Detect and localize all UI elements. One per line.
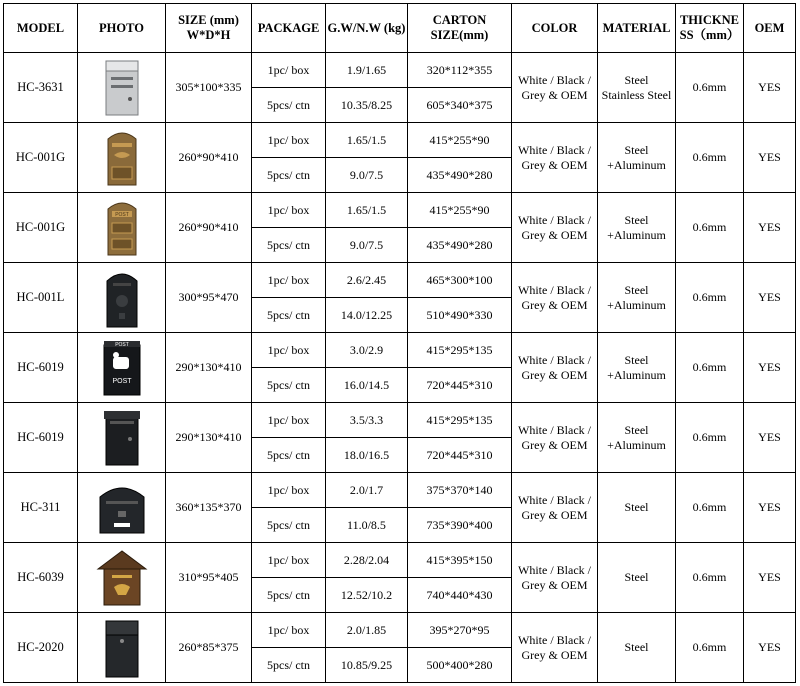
size-cell: 260*90*410 (166, 193, 252, 263)
thickness-cell: 0.6mm (676, 613, 744, 683)
model-cell: HC-001G (4, 123, 78, 193)
color-cell (512, 193, 598, 263)
model-cell: HC-001G (4, 193, 78, 263)
package-single-cell: 1pc/ box (252, 543, 326, 578)
header-size (166, 4, 252, 53)
header-row (4, 4, 796, 53)
brown-house-mailbox-photo (92, 545, 152, 611)
thickness-cell: 0.6mm (676, 193, 744, 263)
header-size-line1: SIZE (mm) (178, 13, 239, 27)
color-cell (512, 543, 598, 613)
thickness-cell: 0.6mm (676, 263, 744, 333)
product-spec-table (3, 3, 796, 683)
size-cell: 290*130*410 (166, 333, 252, 403)
header-carton-line2: SIZE(mm) (430, 28, 489, 42)
weight-carton-cell: 16.0/14.5 (326, 368, 408, 403)
color-cell (512, 403, 598, 473)
table-row (4, 403, 796, 438)
header-carton-line1: CARTON (432, 13, 487, 27)
weight-single-cell: 3.0/2.9 (326, 333, 408, 368)
table-row (4, 53, 796, 88)
size-cell: 305*100*335 (166, 53, 252, 123)
model-cell: HC-311 (4, 473, 78, 543)
table-row (4, 263, 796, 298)
color-line1: White / Black / (518, 142, 591, 157)
table-row (4, 543, 796, 578)
oem-cell: YES (744, 473, 796, 543)
color-cell (512, 613, 598, 683)
model-cell: HC-2020 (4, 613, 78, 683)
package-carton-cell: 5pcs/ ctn (252, 228, 326, 263)
package-carton-cell: 5pcs/ ctn (252, 508, 326, 543)
package-carton-cell: 5pcs/ ctn (252, 158, 326, 193)
black-plain-mailbox-icon (92, 405, 152, 471)
thickness-cell: 0.6mm (676, 333, 744, 403)
carton-master-cell: 720*445*310 (408, 368, 512, 403)
package-carton-cell: 5pcs/ ctn (252, 88, 326, 123)
material-cell (598, 53, 676, 123)
table-row (4, 333, 796, 368)
carton-single-cell: 415*255*90 (408, 123, 512, 158)
thickness-cell: 0.6mm (676, 123, 744, 193)
weight-carton-cell: 9.0/7.5 (326, 228, 408, 263)
weight-single-cell: 3.5/3.3 (326, 403, 408, 438)
photo-cell (78, 333, 166, 403)
package-carton-cell: 5pcs/ ctn (252, 578, 326, 613)
package-single-cell: 1pc/ box (252, 613, 326, 648)
material-line1: Steel (624, 72, 649, 87)
carton-master-cell: 605*340*375 (408, 88, 512, 123)
color-line1: White / Black / (518, 212, 591, 227)
color-line2: Grey & OEM (521, 87, 588, 102)
header-package: PACKAGE (252, 4, 326, 53)
color-line2: Grey & OEM (521, 647, 588, 662)
material-line1: Steel (624, 212, 649, 227)
oem-cell: YES (744, 333, 796, 403)
thickness-cell: 0.6mm (676, 53, 744, 123)
bronze-post-mailbox-icon (92, 195, 152, 261)
oem-cell: YES (744, 613, 796, 683)
header-carton (408, 4, 512, 53)
header-oem: OEM (744, 4, 796, 53)
photo-cell (78, 473, 166, 543)
color-cell (512, 123, 598, 193)
color-cell (512, 263, 598, 333)
weight-single-cell: 1.65/1.5 (326, 193, 408, 228)
svg-text:POST: POST (111, 377, 132, 385)
carton-single-cell: 320*112*355 (408, 53, 512, 88)
color-line2: Grey & OEM (521, 227, 588, 242)
black-flat-mailbox-icon (92, 615, 152, 681)
weight-single-cell: 2.0/1.85 (326, 613, 408, 648)
silver-stainless-mailbox-icon (92, 55, 152, 121)
size-cell: 310*95*405 (166, 543, 252, 613)
oem-cell: YES (744, 123, 796, 193)
brown-house-mailbox-icon (92, 545, 152, 611)
carton-master-cell: 735*390*400 (408, 508, 512, 543)
color-cell (512, 333, 598, 403)
oem-cell: YES (744, 543, 796, 613)
svg-text:POST: POST (114, 341, 129, 348)
material-line1: Steel (624, 422, 649, 437)
photo-cell (78, 543, 166, 613)
bronze-ornate-mailbox-photo (92, 125, 152, 191)
header-model: MODEL (4, 4, 78, 53)
material-line1: Steel (624, 640, 649, 654)
color-line2: Grey & OEM (521, 577, 588, 592)
weight-carton-cell: 10.85/9.25 (326, 648, 408, 683)
material-line1: Steel (624, 142, 649, 157)
color-line1: White / Black / (518, 632, 591, 647)
material-cell (598, 543, 676, 613)
model-cell: HC-6019 (4, 403, 78, 473)
svg-text:POST: POST (114, 211, 129, 218)
carton-single-cell: 415*255*90 (408, 193, 512, 228)
weight-single-cell: 2.0/1.7 (326, 473, 408, 508)
material-line1: Steel (624, 282, 649, 297)
weight-single-cell: 1.65/1.5 (326, 123, 408, 158)
material-cell (598, 613, 676, 683)
color-line1: White / Black / (518, 72, 591, 87)
header-thickness-line2: SS（mm） (679, 28, 740, 42)
weight-carton-cell: 18.0/16.5 (326, 438, 408, 473)
size-cell: 300*95*470 (166, 263, 252, 333)
oem-cell: YES (744, 193, 796, 263)
material-line2: Stainless Steel (601, 87, 672, 102)
weight-carton-cell: 11.0/8.5 (326, 508, 408, 543)
black-post-dog-mailbox-photo (92, 335, 152, 401)
black-arched-mailbox-photo (92, 265, 152, 331)
header-thickness (676, 4, 744, 53)
oem-cell: YES (744, 263, 796, 333)
size-cell: 260*85*375 (166, 613, 252, 683)
material-line1: Steel (624, 352, 649, 367)
material-line2: +Aluminum (607, 297, 666, 312)
weight-single-cell: 1.9/1.65 (326, 53, 408, 88)
weight-single-cell: 2.28/2.04 (326, 543, 408, 578)
color-line1: White / Black / (518, 282, 591, 297)
model-cell: HC-001L (4, 263, 78, 333)
table-row (4, 613, 796, 648)
color-line1: White / Black / (518, 492, 591, 507)
model-cell: HC-3631 (4, 53, 78, 123)
color-line1: White / Black / (518, 422, 591, 437)
black-dome-mailbox-icon (92, 475, 152, 541)
weight-single-cell: 2.6/2.45 (326, 263, 408, 298)
material-line1: Steel (624, 570, 649, 584)
carton-single-cell: 415*395*150 (408, 543, 512, 578)
color-line1: White / Black / (518, 352, 591, 367)
package-single-cell: 1pc/ box (252, 123, 326, 158)
thickness-cell: 0.6mm (676, 543, 744, 613)
black-post-dog-mailbox-icon (92, 335, 152, 401)
carton-master-cell: 510*490*330 (408, 298, 512, 333)
bronze-post-mailbox-photo (92, 195, 152, 261)
thickness-cell: 0.6mm (676, 473, 744, 543)
table-row (4, 123, 796, 158)
material-line2: +Aluminum (607, 367, 666, 382)
header-photo: PHOTO (78, 4, 166, 53)
black-plain-mailbox-photo (92, 405, 152, 471)
header-weight: G.W/N.W (kg) (326, 4, 408, 53)
black-flat-mailbox-photo (92, 615, 152, 681)
size-cell: 290*130*410 (166, 403, 252, 473)
oem-cell: YES (744, 403, 796, 473)
photo-cell (78, 193, 166, 263)
package-single-cell: 1pc/ box (252, 403, 326, 438)
carton-master-cell: 435*490*280 (408, 228, 512, 263)
size-cell: 360*135*370 (166, 473, 252, 543)
photo-cell (78, 123, 166, 193)
model-cell: HC-6039 (4, 543, 78, 613)
package-single-cell: 1pc/ box (252, 53, 326, 88)
table-row (4, 193, 796, 228)
color-line2: Grey & OEM (521, 297, 588, 312)
carton-single-cell: 415*295*135 (408, 333, 512, 368)
carton-master-cell: 435*490*280 (408, 158, 512, 193)
thickness-cell: 0.6mm (676, 403, 744, 473)
color-line1: White / Black / (518, 562, 591, 577)
material-cell (598, 473, 676, 543)
material-cell (598, 123, 676, 193)
photo-cell (78, 263, 166, 333)
header-color: COLOR (512, 4, 598, 53)
weight-carton-cell: 14.0/12.25 (326, 298, 408, 333)
carton-single-cell: 375*370*140 (408, 473, 512, 508)
weight-carton-cell: 10.35/8.25 (326, 88, 408, 123)
material-cell (598, 403, 676, 473)
material-cell (598, 333, 676, 403)
photo-cell (78, 403, 166, 473)
header-size-line2: W*D*H (186, 28, 231, 42)
black-dome-mailbox-photo (92, 475, 152, 541)
package-carton-cell: 5pcs/ ctn (252, 298, 326, 333)
material-cell (598, 193, 676, 263)
package-single-cell: 1pc/ box (252, 263, 326, 298)
material-line2: +Aluminum (607, 157, 666, 172)
weight-carton-cell: 12.52/10.2 (326, 578, 408, 613)
package-carton-cell: 5pcs/ ctn (252, 648, 326, 683)
model-cell: HC-6019 (4, 333, 78, 403)
package-single-cell: 1pc/ box (252, 473, 326, 508)
size-cell: 260*90*410 (166, 123, 252, 193)
bronze-ornate-mailbox-icon (92, 125, 152, 191)
material-cell (598, 263, 676, 333)
color-line2: Grey & OEM (521, 507, 588, 522)
carton-master-cell: 500*400*280 (408, 648, 512, 683)
photo-cell (78, 53, 166, 123)
oem-cell: YES (744, 53, 796, 123)
color-line2: Grey & OEM (521, 367, 588, 382)
color-cell (512, 473, 598, 543)
package-carton-cell: 5pcs/ ctn (252, 368, 326, 403)
carton-master-cell: 720*445*310 (408, 438, 512, 473)
color-cell (512, 53, 598, 123)
material-line2: +Aluminum (607, 437, 666, 452)
table-row (4, 473, 796, 508)
header-material: MATERIAL (598, 4, 676, 53)
color-line2: Grey & OEM (521, 437, 588, 452)
black-arched-mailbox-icon (92, 265, 152, 331)
package-single-cell: 1pc/ box (252, 193, 326, 228)
package-single-cell: 1pc/ box (252, 333, 326, 368)
photo-cell (78, 613, 166, 683)
carton-single-cell: 415*295*135 (408, 403, 512, 438)
package-carton-cell: 5pcs/ ctn (252, 438, 326, 473)
carton-master-cell: 740*440*430 (408, 578, 512, 613)
color-line2: Grey & OEM (521, 157, 588, 172)
material-line2: +Aluminum (607, 227, 666, 242)
carton-single-cell: 395*270*95 (408, 613, 512, 648)
material-line1: Steel (624, 500, 649, 514)
silver-stainless-mailbox-photo (92, 55, 152, 121)
weight-carton-cell: 9.0/7.5 (326, 158, 408, 193)
carton-single-cell: 465*300*100 (408, 263, 512, 298)
header-thickness-line1: THICKNE (679, 13, 740, 27)
